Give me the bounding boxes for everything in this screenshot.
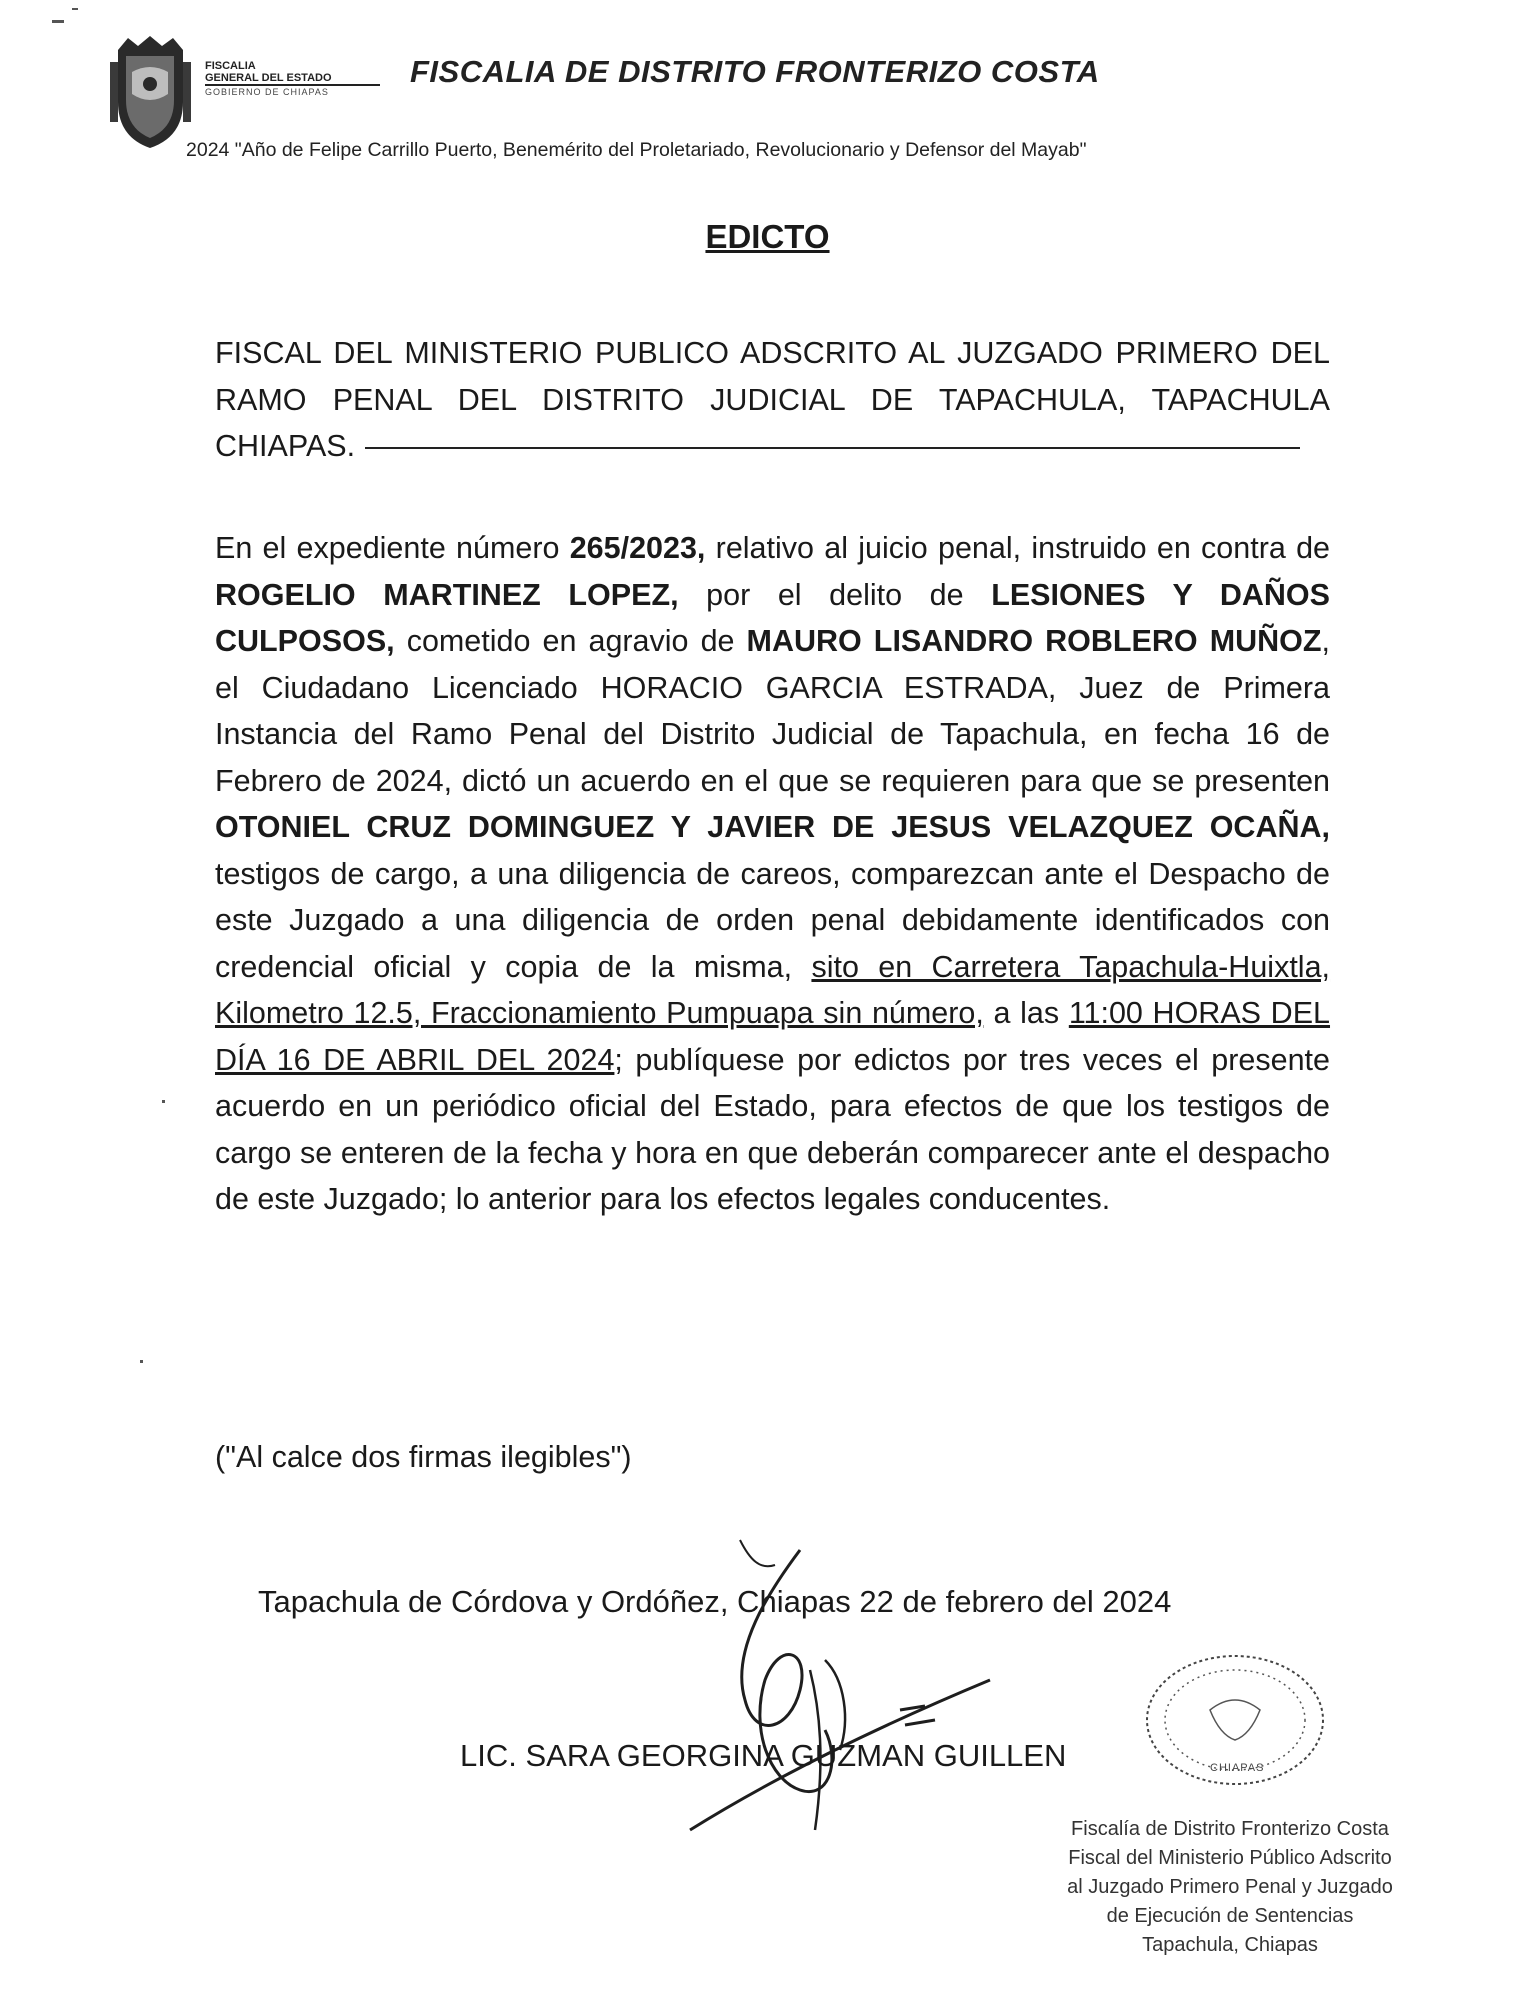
body-text: , el Ciudadano Licenciado HORACIO GARCIA ESTRADA, Juez de Primera Instancia del Ramo Penal del Distrito Judicial de Tapachula, en fecha 16 de Febrero de 2024, dictó un acuerdo en el que se requieren para que se presenten [215, 624, 1330, 798]
addressee-text: FISCAL DEL MINISTERIO PUBLICO ADSCRITO AL JUZGADO PRIMERO DEL RAMO PENAL DEL DISTRITO JUDICIAL DE TAPACHULA, TAPACHULA CHIAPAS. [215, 336, 1330, 463]
body-text: En el expediente número [215, 531, 570, 565]
fill-line [365, 447, 1300, 449]
scan-speck [162, 1100, 165, 1103]
signer-name: LIC. SARA GEORGINA GUZMAN GUILLEN [460, 1738, 1067, 1773]
stamp-line: al Juzgado Primero Penal y Juzgado [1067, 1876, 1393, 1898]
scan-speck [140, 1360, 143, 1363]
accused-name: ROGELIO MARTINEZ LOPEZ, [215, 577, 679, 612]
stamp-line: Fiscal del Ministerio Público Adscrito [1068, 1847, 1392, 1869]
stamp-line: Tapachula, Chiapas [1142, 1934, 1318, 1956]
logo-line-3: GOBIERNO DE CHIAPAS [205, 87, 329, 97]
addressee-block [215, 330, 1330, 470]
document-title: EDICTO [705, 218, 830, 255]
body-text: cometido en agravio de [394, 624, 747, 658]
state-crest-logo [108, 32, 193, 152]
hearing-datetime: 11:00 HORAS DEL DÍA 16 DE ABRIL DEL 2024 [215, 996, 1331, 1077]
body-text: relativo al juicio penal, instruido en contra de [705, 531, 1331, 565]
edict-body [215, 525, 1330, 1223]
logo-line-1: FISCALIA [205, 60, 256, 72]
court-address: sito en Carretera Tapachula-Huixtla, Kilometro 12.5, Fraccionamiento Pumpuapa sin número, [215, 949, 1331, 1030]
body-text: testigos de cargo, a una diligencia de careos, comparezcan ante el Despacho de este Juzgado a una diligencia de orden penal debidamente identificados con credencial oficial y copia de la misma, [215, 856, 1330, 984]
victim-name: MAURO LISANDRO ROBLERO MUÑOZ [746, 624, 1322, 658]
body-text: a las [983, 996, 1069, 1030]
seal-label: CHIAPAS [1210, 1762, 1265, 1774]
scan-speck [72, 8, 78, 10]
institution-logo-text [205, 60, 380, 98]
office-title: FISCALIA DE DISTRITO FRONTERIZO COSTA [410, 54, 1100, 89]
case-number: 265/2023, [569, 531, 706, 565]
handwritten-signature [650, 1530, 1020, 1850]
witness-names: OTONIEL CRUZ DOMINGUEZ Y JAVIER DE JESUS VELAZQUEZ OCAÑA, [215, 810, 1330, 844]
scan-speck [52, 20, 64, 23]
stamp-line: de Ejecución de Sentencias [1106, 1905, 1354, 1927]
stamp-text [1040, 1815, 1420, 1960]
crime-name: LESIONES Y DAÑOS CULPOSOS, [215, 577, 1330, 658]
logo-line-2: GENERAL DEL ESTADO [205, 72, 380, 86]
place-and-date: Tapachula de Córdova y Ordóñez, Chiapas 22 de febrero del 2024 [258, 1584, 1172, 1619]
body-text: ; publíquese por edictos por tres veces el presente acuerdo en un periódico oficial del Estado, para efectos de que los testigos de cargo se enteren de la fecha y hora en que deberán comparecer ante el despacho de este Juzgado; lo anterior para los efectos legales conducentes. [215, 1042, 1330, 1216]
body-text: por el delito de [678, 577, 992, 612]
official-seal [1140, 1650, 1330, 1790]
stamp-line: Fiscalía de Distrito Fronterizo Costa [1071, 1818, 1389, 1840]
year-motto: 2024 "Año de Felipe Carrillo Puerto, Benemérito del Proletariado, Revolucionario y Defensor del Mayab" [186, 139, 1087, 161]
signatures-note: ("Al calce dos firmas ilegibles") [215, 1440, 632, 1474]
